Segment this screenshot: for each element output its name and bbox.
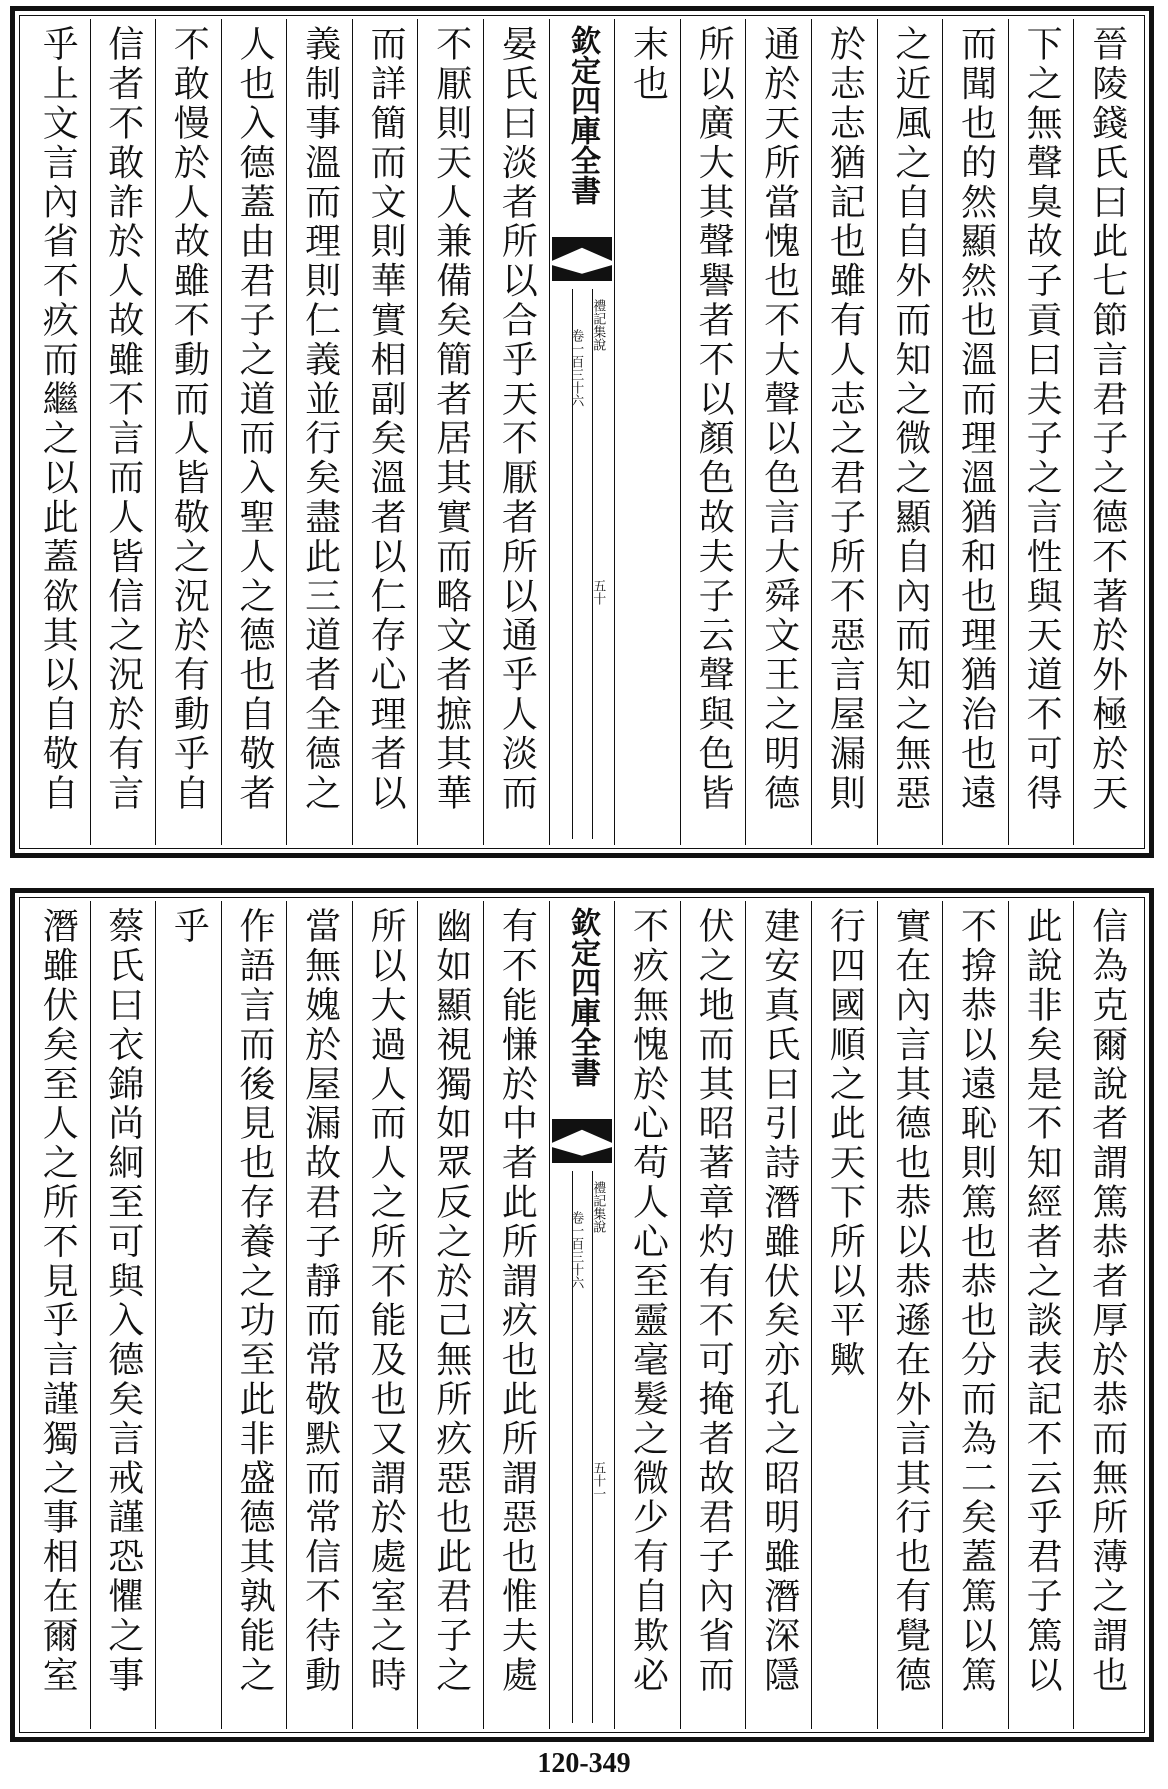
text-column — [680, 901, 746, 1729]
text-column — [417, 19, 483, 845]
text-column — [614, 19, 680, 845]
column-text: 人也入德蓋由君子之道而入聖人之德也自敬者 — [233, 25, 275, 813]
leaf-number: 五十 — [590, 579, 606, 605]
book-series-title: 欽定四庫全書 — [564, 907, 600, 1087]
column-text: 此說非矣是不知經者之談表記不云乎君子篤以 — [1021, 907, 1063, 1695]
volume-number: 卷一百三十六 — [568, 329, 584, 407]
text-column — [286, 19, 352, 845]
text-column — [811, 901, 877, 1729]
column-text: 蔡氏曰衣錦尚絅至可與入德矣言戒謹恐懼之事 — [102, 907, 144, 1695]
book-name: 禮記集說 — [590, 299, 606, 351]
text-column — [25, 19, 90, 845]
text-column — [221, 901, 287, 1729]
column-text: 於志志猶記也雖有人志之君子所不惡言屋漏則 — [824, 25, 866, 813]
text-column — [1008, 19, 1074, 845]
text-column — [417, 901, 483, 1729]
column-text: 有不能慊於中者此所謂疚也此所謂惡也惟夫處 — [496, 907, 538, 1695]
column-text: 不揜恭以遠恥則篤也恭也分而為二矣蓋篤以篤 — [955, 907, 997, 1695]
fishtail-mark-icon — [552, 1147, 613, 1163]
top-page-panel — [10, 6, 1154, 858]
book-name: 禮記集說 — [590, 1181, 606, 1233]
column-text: 行四國順之此天下所以平歟 — [824, 907, 866, 1380]
text-column — [483, 901, 549, 1729]
center-fold — [549, 19, 615, 845]
column-text: 乎上文言內省不疚而繼之以此蓋欲其以自敬自 — [37, 25, 79, 813]
text-column — [811, 19, 877, 845]
leaf-number: 五十一 — [590, 1461, 606, 1500]
column-text: 當無媿於屋漏故君子靜而常敬默而常信不待動 — [299, 907, 341, 1695]
column-text: 幽如顯視獨如眾反之於己無所疚惡也此君子之 — [430, 907, 472, 1695]
bottom-columns — [25, 901, 1139, 1729]
column-text: 信為克爾說者謂篤恭者厚於恭而無所薄之謂也 — [1086, 907, 1128, 1695]
text-column — [1073, 901, 1139, 1729]
text-column — [352, 19, 418, 845]
center-line — [592, 1171, 593, 1723]
fishtail-mark-icon — [552, 265, 613, 281]
text-column — [483, 19, 549, 845]
text-column — [745, 19, 811, 845]
text-column — [90, 19, 156, 845]
column-text: 不敢慢於人故雖不動而人皆敬之況於有動乎自 — [168, 25, 210, 813]
text-column — [25, 901, 90, 1729]
column-text: 不厭則天人兼備矣簡者居其實而略文者摭其華 — [430, 25, 472, 813]
fishtail-mark-icon — [552, 1119, 613, 1143]
column-text: 實在內言其德也恭以恭遜在外言其行也有覺德 — [889, 907, 931, 1695]
column-text: 不疚無愧於心苟人心至靈毫髮之微少有自欺必 — [627, 907, 669, 1695]
column-text: 伏之地而其昭著章灼有不可掩者故君子內省而 — [693, 907, 735, 1695]
text-column — [877, 901, 943, 1729]
book-series-title: 欽定四庫全書 — [564, 25, 600, 205]
column-text: 建安真氏曰引詩潛雖伏矣亦孔之昭明雖潛深隱 — [758, 907, 800, 1695]
column-text: 之近風之自自外而知之微之顯自內而知之無惡 — [889, 25, 931, 813]
text-column — [1008, 901, 1074, 1729]
column-text: 而聞也的然顯然也溫而理溫猶和也理猶治也遠 — [955, 25, 997, 813]
text-column — [286, 901, 352, 1729]
text-column — [1073, 19, 1139, 845]
column-text: 而詳簡而文則華實相副矣溫者以仁存心理者以 — [365, 25, 407, 813]
column-text: 信者不敢詐於人故雖不言而人皆信之況於有言 — [102, 25, 144, 813]
column-text: 義制事溫而理則仁義並行矣盡此三道者全德之 — [299, 25, 341, 813]
column-text: 下之無聲臭故子貢曰夫子之言性與天道不可得 — [1021, 25, 1063, 813]
text-column — [155, 901, 221, 1729]
column-text: 晉陵錢氏曰此七節言君子之德不著於外極於天 — [1086, 25, 1128, 813]
top-columns — [25, 19, 1139, 845]
text-column — [352, 901, 418, 1729]
text-column — [614, 901, 680, 1729]
text-column — [221, 19, 287, 845]
column-text: 晏氏曰淡者所以合乎天不厭者所以通乎人淡而 — [496, 25, 538, 813]
volume-number: 卷一百三十六 — [568, 1211, 584, 1289]
bottom-page-panel — [10, 888, 1154, 1742]
column-text: 乎 — [168, 907, 210, 947]
center-line — [592, 289, 593, 839]
column-text: 通於天所當愧也不大聲以色言大舜文王之明德 — [758, 25, 800, 813]
column-text: 末也 — [627, 25, 669, 104]
text-column — [745, 901, 811, 1729]
column-text: 所以大過人而人之所不能及也又謂於處室之時 — [365, 907, 407, 1695]
text-column — [942, 901, 1008, 1729]
center-fold — [549, 901, 615, 1729]
page-number: 120-349 — [537, 1748, 631, 1779]
column-text: 作語言而後見也存養之功至此非盛德其孰能之 — [233, 907, 275, 1695]
text-column — [877, 19, 943, 845]
text-column — [942, 19, 1008, 845]
column-text: 所以廣大其聲譽者不以顏色故夫子云聲與色皆 — [693, 25, 735, 813]
text-column — [155, 19, 221, 845]
text-column — [680, 19, 746, 845]
column-text: 潛雖伏矣至人之所不見乎言謹獨之事相在爾室 — [37, 907, 79, 1695]
fishtail-mark-icon — [552, 237, 613, 261]
text-column — [90, 901, 156, 1729]
